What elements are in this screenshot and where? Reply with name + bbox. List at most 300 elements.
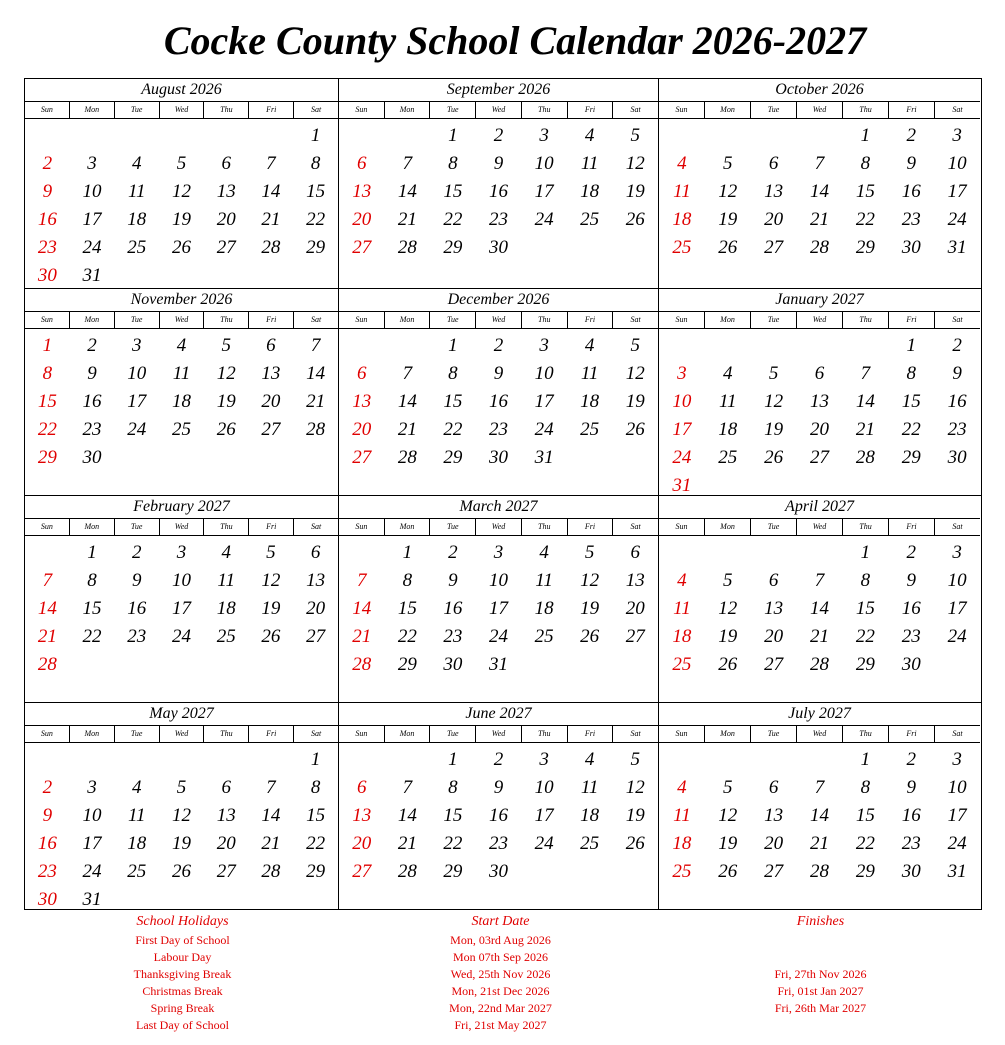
calendar-date: 14 (809, 598, 829, 619)
calendar-date: 18 (580, 391, 600, 412)
calendar-date: 10 (82, 181, 102, 202)
sunday-date: 18 (672, 626, 692, 647)
calendar-date: 11 (580, 363, 599, 384)
weekday-label: Wed (796, 725, 842, 742)
calendar-date: 19 (718, 833, 738, 854)
calendar-date: 1 (402, 542, 413, 563)
legend-finish-column (698, 912, 943, 1034)
calendar-date: 16 (127, 598, 147, 619)
calendar-date: 10 (947, 153, 967, 174)
calendar-date: 20 (625, 598, 645, 619)
calendar-date: 8 (448, 777, 458, 798)
calendar-date: 18 (580, 181, 600, 202)
calendar-date: 23 (901, 626, 921, 647)
calendar-date: 17 (488, 598, 508, 619)
calendar-date: 25 (216, 626, 236, 647)
sunday-date: 30 (37, 889, 57, 910)
weekday-label: Thu (842, 311, 888, 328)
calendar-date: 2 (87, 335, 97, 356)
calendar-date: 6 (310, 542, 321, 563)
calendar-date: 21 (809, 833, 829, 854)
calendar-date: 8 (906, 363, 916, 384)
calendar-date: 22 (82, 626, 102, 647)
calendar-date: 7 (266, 777, 276, 798)
month-name: May 2027 (25, 703, 338, 726)
calendar-date: 8 (402, 570, 413, 591)
calendar-date: 27 (216, 861, 236, 882)
calendar-date: 15 (855, 181, 875, 202)
calendar-date: 12 (718, 598, 738, 619)
calendar-date: 1 (906, 335, 916, 356)
calendar-date: 9 (132, 570, 142, 591)
calendar-date: 11 (718, 391, 737, 412)
calendar-date: 15 (443, 181, 463, 202)
calendar-date: 7 (310, 335, 321, 356)
calendar-date: 15 (82, 598, 102, 619)
weekday-header (339, 101, 658, 119)
weekday-label: Sun (355, 315, 368, 324)
sunday-date: 16 (37, 833, 57, 854)
weekday-label: Tue (750, 725, 796, 742)
sunday-date: 4 (677, 570, 687, 591)
weekday-label: Fri (567, 518, 613, 535)
calendar-date: 3 (176, 542, 187, 563)
calendar-date: 26 (718, 237, 738, 258)
sunday-date: 7 (357, 570, 367, 591)
month-block (659, 289, 980, 495)
calendar-date: 28 (397, 237, 417, 258)
weekday-label: Mon (384, 101, 430, 118)
calendar-date: 22 (306, 833, 326, 854)
weekday-label: Thu (842, 518, 888, 535)
sunday-date: 21 (352, 626, 372, 647)
calendar-date: 29 (397, 654, 417, 675)
calendar-date: 1 (860, 542, 871, 563)
calendar-date: 11 (217, 570, 235, 591)
sunday-date: 6 (357, 153, 367, 174)
calendar-date: 19 (171, 209, 191, 230)
legend-holiday-entry: Last Day of School (136, 1018, 229, 1032)
calendar-date: 9 (906, 153, 916, 174)
calendar-date: 31 (82, 889, 102, 910)
month-block (25, 289, 338, 495)
calendar-date: 29 (306, 861, 326, 882)
calendar-grid (24, 78, 982, 910)
weekday-label: Fri (248, 518, 293, 535)
sunday-date: 13 (352, 805, 372, 826)
calendar-date: 5 (176, 153, 187, 174)
weekday-label: Sun (675, 105, 688, 114)
calendar-date: 7 (402, 777, 413, 798)
calendar-date: 4 (539, 542, 549, 563)
calendar-date: 4 (584, 749, 595, 770)
calendar-date: 20 (216, 833, 236, 854)
calendar-date: 24 (82, 861, 102, 882)
calendar-date: 31 (82, 265, 102, 286)
calendar-date: 20 (216, 209, 236, 230)
calendar-date: 14 (809, 181, 829, 202)
calendar-date: 9 (448, 570, 458, 591)
month-block (339, 703, 658, 908)
calendar-date: 2 (493, 749, 504, 770)
weekday-label: Sun (40, 522, 53, 531)
weekday-header (25, 311, 338, 329)
calendar-date: 2 (906, 125, 916, 146)
legend-holiday-entry: Thanksgiving Break (133, 967, 232, 981)
calendar-date: 20 (809, 419, 829, 440)
calendar-date: 27 (809, 447, 829, 468)
sunday-date: 25 (672, 654, 692, 675)
calendar-date: 17 (534, 181, 554, 202)
calendar-date: 26 (764, 447, 784, 468)
calendar-date: 12 (216, 363, 236, 384)
calendar-date: 14 (855, 391, 875, 412)
legend-finish-entry: Fri, 27th Nov 2026 (774, 967, 867, 981)
legend-start-entry: Fri, 21st May 2027 (454, 1018, 547, 1032)
sunday-date: 3 (677, 363, 687, 384)
calendar-date: 22 (306, 209, 326, 230)
calendar-date: 13 (625, 570, 645, 591)
weekday-label: Sun (675, 522, 688, 531)
weekday-label: Wed (796, 101, 842, 118)
calendar-date: 14 (397, 805, 417, 826)
calendar-date: 5 (768, 363, 779, 384)
month-block (659, 703, 980, 908)
weekday-label: Fri (888, 311, 934, 328)
calendar-date: 25 (534, 626, 554, 647)
weekday-label: Tue (114, 311, 159, 328)
calendar-date: 20 (306, 598, 326, 619)
calendar-date: 15 (306, 181, 326, 202)
calendar-date: 5 (630, 125, 640, 146)
calendar-date: 11 (127, 805, 146, 826)
calendar-date: 9 (906, 570, 916, 591)
calendar-date: 18 (580, 805, 600, 826)
calendar-date: 3 (952, 125, 962, 146)
calendar-date: 17 (171, 598, 191, 619)
calendar-date: 18 (127, 209, 147, 230)
calendar-date: 18 (718, 419, 738, 440)
weekday-label: Sat (612, 311, 658, 328)
calendar-date: 1 (87, 542, 97, 563)
weekday-header (339, 725, 658, 743)
weekday-label: Sat (612, 518, 658, 535)
sunday-date: 14 (37, 598, 57, 619)
calendar-date: 16 (488, 391, 508, 412)
calendar-date: 10 (171, 570, 191, 591)
weekday-label: Thu (203, 101, 248, 118)
sunday-date: 18 (672, 209, 692, 230)
weekday-label: Mon (704, 311, 750, 328)
weekday-label: Wed (796, 518, 842, 535)
sunday-date: 16 (37, 209, 57, 230)
calendar-date: 31 (947, 237, 967, 258)
month-name: June 2027 (339, 703, 658, 726)
calendar-date: 21 (397, 419, 417, 440)
calendar-date: 24 (488, 626, 508, 647)
calendar-date: 2 (906, 542, 916, 563)
calendar-date: 30 (901, 237, 921, 258)
month-name: December 2026 (339, 289, 658, 312)
weekday-label: Sun (675, 315, 688, 324)
weekday-label: Tue (750, 311, 796, 328)
calendar-date: 28 (855, 447, 875, 468)
sunday-date: 20 (352, 209, 372, 230)
sunday-date: 14 (352, 598, 372, 619)
calendar-date: 26 (718, 861, 738, 882)
calendar-date: 6 (768, 570, 779, 591)
weekday-label: Fri (248, 101, 293, 118)
sunday-date: 20 (352, 419, 372, 440)
calendar-date: 11 (172, 363, 191, 384)
calendar-date: 28 (809, 237, 829, 258)
calendar-date: 17 (82, 833, 102, 854)
sunday-date: 24 (672, 447, 692, 468)
calendar-date: 5 (584, 542, 595, 563)
calendar-date: 28 (809, 861, 829, 882)
legend-holiday-entry: First Day of School (135, 933, 230, 947)
calendar-date: 10 (947, 570, 967, 591)
calendar-date: 26 (171, 861, 191, 882)
calendar-date: 16 (947, 391, 967, 412)
weekday-label: Mon (384, 311, 430, 328)
weekday-label: Mon (704, 725, 750, 742)
sunday-date: 9 (42, 805, 53, 826)
legend-finish-entry (698, 1017, 943, 1034)
calendar-date: 25 (718, 447, 738, 468)
calendar-date: 27 (216, 237, 236, 258)
weekday-label: Thu (203, 311, 248, 328)
sunday-date: 2 (42, 777, 53, 798)
sunday-date: 9 (42, 181, 53, 202)
calendar-date: 14 (261, 181, 281, 202)
calendar-date: 30 (901, 654, 921, 675)
calendar-date: 13 (809, 391, 829, 412)
calendar-date: 6 (814, 363, 825, 384)
calendar-date: 28 (809, 654, 829, 675)
calendar-date: 5 (723, 570, 733, 591)
calendar-date: 28 (397, 447, 417, 468)
weekday-label: Mon (69, 518, 114, 535)
weekday-header (25, 101, 338, 119)
calendar-date: 3 (539, 125, 549, 146)
calendar-date: 22 (855, 209, 875, 230)
weekday-label: Mon (69, 725, 114, 742)
calendar-date: 19 (580, 598, 600, 619)
weekday-label: Mon (384, 725, 430, 742)
calendar-date: 7 (814, 570, 825, 591)
legend-holidays-header: School Holidays (136, 914, 229, 929)
weekday-label: Sun (675, 729, 688, 738)
calendar-date: 23 (947, 419, 967, 440)
calendar-date: 12 (764, 391, 784, 412)
weekday-label: Fri (567, 101, 613, 118)
calendar-date: 3 (952, 542, 962, 563)
calendar-date: 17 (534, 391, 554, 412)
calendar-date: 27 (625, 626, 645, 647)
calendar-date: 5 (723, 153, 733, 174)
calendar-date: 28 (261, 237, 281, 258)
calendar-date: 1 (448, 125, 458, 146)
calendar-date: 4 (176, 335, 187, 356)
sunday-date: 11 (673, 805, 691, 826)
calendar-date: 3 (952, 749, 962, 770)
weekday-label: Sat (293, 101, 338, 118)
calendar-date: 1 (860, 749, 871, 770)
calendar-date: 25 (580, 833, 600, 854)
weekday-label: Tue (750, 518, 796, 535)
calendar-date: 13 (764, 598, 784, 619)
weekday-header (25, 725, 338, 743)
calendar-date: 7 (814, 153, 825, 174)
calendar-date: 19 (718, 209, 738, 230)
month-name: February 2027 (25, 496, 338, 519)
weekday-header (659, 311, 980, 329)
calendar-date: 7 (402, 363, 413, 384)
calendar-date: 14 (397, 181, 417, 202)
sunday-date: 11 (673, 598, 691, 619)
sunday-date: 27 (352, 447, 372, 468)
calendar-date: 7 (402, 153, 413, 174)
calendar-date: 6 (768, 153, 779, 174)
weekday-label: Mon (704, 518, 750, 535)
calendar-date: 29 (855, 237, 875, 258)
sunday-date: 29 (37, 447, 57, 468)
weekday-label: Sun (40, 105, 53, 114)
calendar-date: 23 (488, 209, 508, 230)
weekday-header (659, 725, 980, 743)
weekday-header (659, 518, 980, 536)
calendar-date: 21 (855, 419, 875, 440)
calendar-date: 23 (82, 419, 102, 440)
calendar-date: 4 (221, 542, 231, 563)
calendar-date: 30 (488, 237, 508, 258)
calendar-date: 16 (82, 391, 102, 412)
legend-finish-header: Finishes (796, 914, 845, 929)
calendar-date: 19 (764, 419, 784, 440)
weekday-label: Thu (203, 725, 248, 742)
calendar-date: 24 (127, 419, 147, 440)
calendar-date: 16 (901, 181, 921, 202)
calendar-date: 25 (580, 419, 600, 440)
calendar-date: 20 (764, 209, 784, 230)
sunday-date: 31 (672, 475, 692, 496)
calendar-date: 31 (534, 447, 554, 468)
calendar-date: 26 (718, 654, 738, 675)
weekday-label: Wed (475, 518, 521, 535)
legend-finish-entry (698, 932, 943, 949)
calendar-date: 26 (216, 419, 236, 440)
calendar-date: 31 (488, 654, 508, 675)
calendar-date: 8 (860, 570, 871, 591)
calendar-date: 22 (397, 626, 417, 647)
calendar-date: 24 (947, 833, 967, 854)
legend-start-entry: Mon, 22nd Mar 2027 (449, 1001, 552, 1015)
calendar-date: 12 (718, 181, 738, 202)
calendar-date: 12 (261, 570, 281, 591)
calendar-date: 24 (171, 626, 191, 647)
calendar-date: 5 (176, 777, 187, 798)
calendar-date: 24 (947, 209, 967, 230)
calendar-date: 4 (723, 363, 733, 384)
legend-start-entry: Mon, 03rd Aug 2026 (450, 933, 551, 947)
calendar-date: 22 (443, 833, 463, 854)
calendar-date: 4 (132, 153, 142, 174)
weekday-header (659, 101, 980, 119)
calendar-date: 3 (87, 777, 97, 798)
weekday-label: Sat (293, 518, 338, 535)
calendar-date: 3 (539, 335, 549, 356)
weekday-label: Sun (355, 105, 368, 114)
calendar-date: 5 (630, 335, 640, 356)
calendar-date: 30 (488, 447, 508, 468)
month-block (25, 496, 338, 702)
calendar-date: 10 (127, 363, 147, 384)
weekday-label: Thu (842, 101, 888, 118)
calendar-date: 23 (488, 419, 508, 440)
calendar-date: 11 (535, 570, 553, 591)
calendar-date: 6 (630, 542, 640, 563)
calendar-date: 19 (718, 626, 738, 647)
calendar-date: 15 (855, 598, 875, 619)
legend-holiday-entry: Labour Day (153, 950, 212, 964)
calendar-date: 2 (132, 542, 142, 563)
calendar-date: 23 (443, 626, 463, 647)
sunday-date: 1 (42, 335, 53, 356)
calendar-date: 7 (814, 777, 825, 798)
legend-start-entry: Wed, 25th Nov 2026 (450, 967, 551, 981)
sunday-date: 23 (37, 237, 57, 258)
calendar-date: 19 (171, 833, 191, 854)
calendar-date: 12 (625, 777, 645, 798)
calendar-date: 8 (310, 153, 321, 174)
calendar-date: 15 (443, 805, 463, 826)
calendar-date: 12 (580, 570, 600, 591)
calendar-date: 5 (723, 777, 733, 798)
weekday-label: Tue (429, 311, 475, 328)
calendar-date: 3 (539, 749, 549, 770)
calendar-date: 19 (625, 805, 645, 826)
calendar-date: 13 (261, 363, 281, 384)
month-block (659, 79, 980, 288)
calendar-date: 18 (216, 598, 236, 619)
calendar-date: 8 (310, 777, 321, 798)
weekday-label: Mon (384, 518, 430, 535)
month-name: November 2026 (25, 289, 338, 312)
sunday-date: 4 (677, 777, 687, 798)
legend-holiday-entry: Christmas Break (142, 984, 223, 998)
weekday-label: Thu (521, 311, 567, 328)
weekday-label: Sat (934, 311, 980, 328)
calendar-date: 16 (488, 181, 508, 202)
calendar-date: 7 (266, 153, 276, 174)
weekday-label: Tue (429, 101, 475, 118)
month-block (659, 496, 980, 702)
calendar-date: 9 (493, 777, 504, 798)
calendar-date: 19 (625, 181, 645, 202)
sunday-date: 10 (672, 391, 692, 412)
calendar-date: 13 (216, 181, 236, 202)
calendar-date: 4 (132, 777, 142, 798)
sunday-date: 15 (37, 391, 57, 412)
weekday-label: Sun (355, 522, 368, 531)
sunday-date: 23 (37, 861, 57, 882)
sunday-date: 25 (672, 861, 692, 882)
calendar-date: 2 (448, 542, 458, 563)
weekday-label: Sat (612, 725, 658, 742)
calendar-date: 17 (947, 598, 967, 619)
weekday-label: Fri (248, 725, 293, 742)
